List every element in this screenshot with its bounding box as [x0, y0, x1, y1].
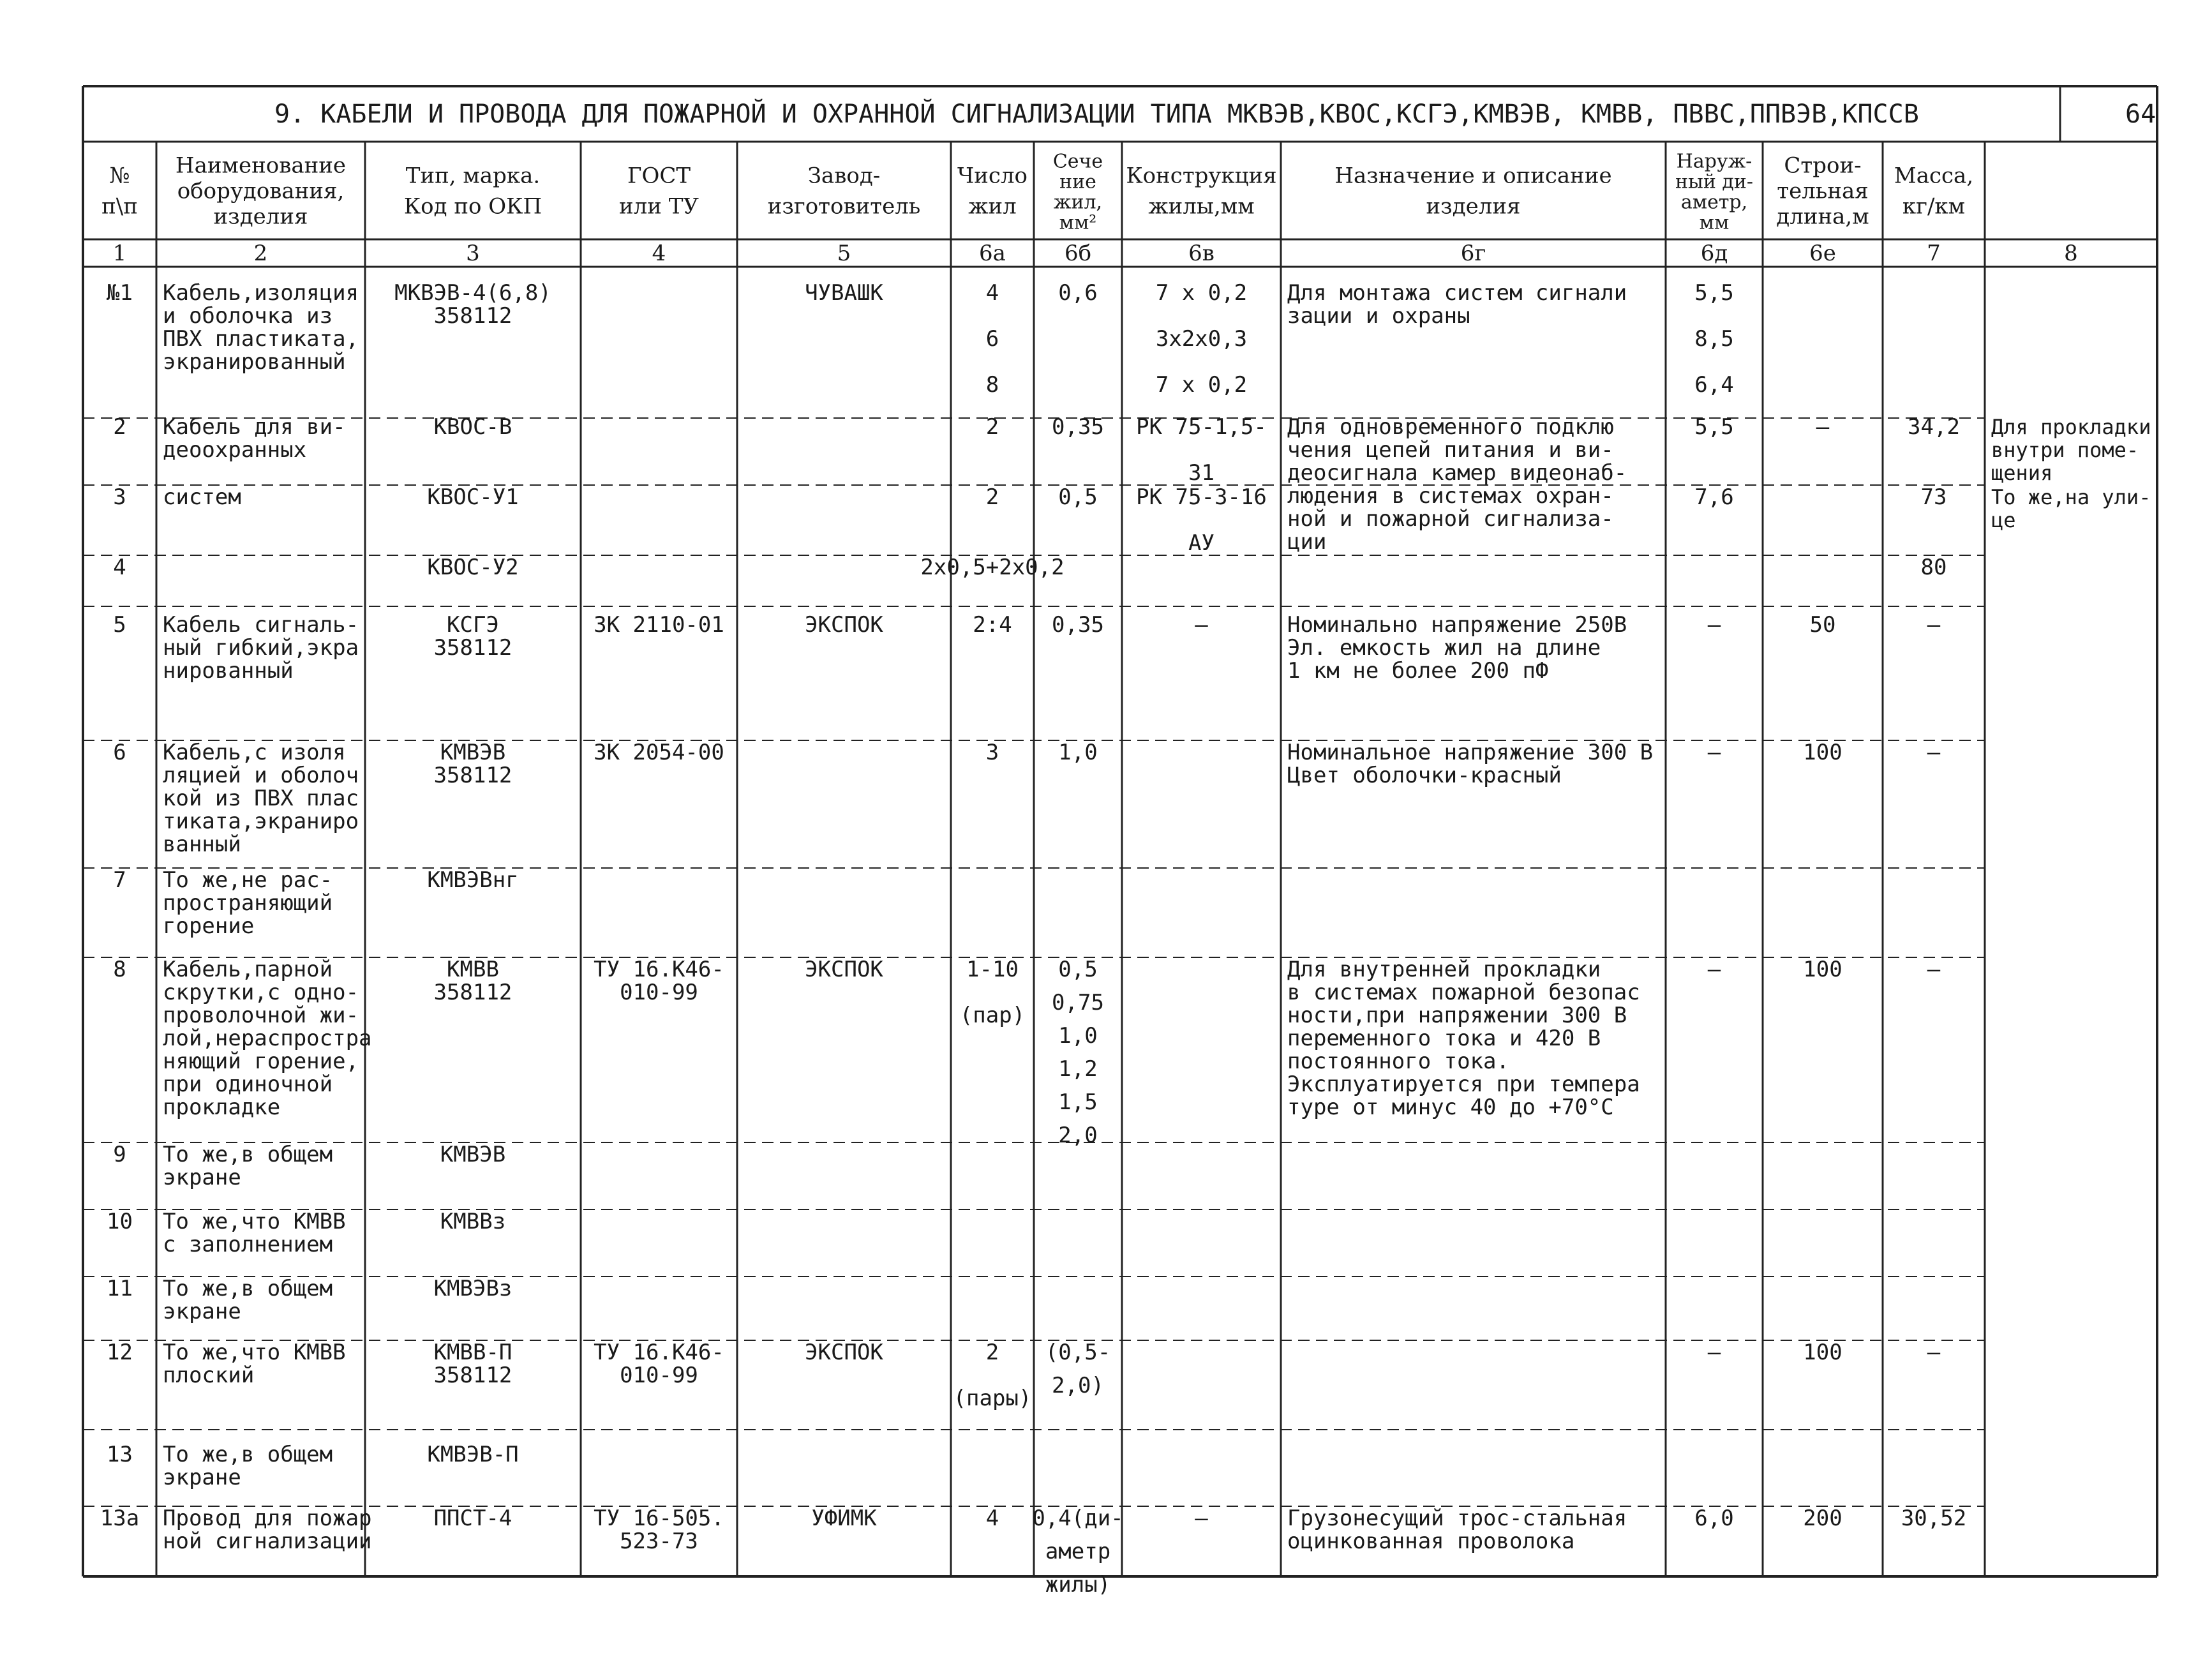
cell-section: аметр — [1045, 1539, 1111, 1564]
cell-name: деоохранных — [163, 437, 307, 463]
cell-purpose: переменного тока и 420 В — [1287, 1026, 1601, 1051]
cell-purpose: Грузонесущий трос-стальная — [1287, 1506, 1627, 1531]
column-number: 6д — [1700, 241, 1728, 266]
header-cell-text: ние — [1059, 170, 1096, 193]
header-cell-text: Строи- — [1784, 153, 1862, 179]
cell-gost: ТУ 16.К46- — [594, 1340, 724, 1365]
cell-num: 8 — [113, 957, 126, 982]
cell-cores: 3 — [985, 740, 999, 765]
cell-num: 13а — [100, 1506, 140, 1531]
column-number: 6в — [1188, 241, 1214, 266]
cell-name: проволочной жи- — [163, 1003, 359, 1028]
cell-section: 1,0 — [1058, 740, 1098, 765]
cell-name: при одиночной — [163, 1072, 333, 1097]
cell-name: плоский — [163, 1363, 255, 1388]
cell-construction: — — [1195, 612, 1208, 638]
cell-construction: РК 75-3-16 — [1136, 484, 1267, 510]
cell-name: То же,что КМВВ — [163, 1209, 346, 1234]
cell-num: 2 — [113, 414, 126, 440]
cell-section: жилы) — [1045, 1572, 1111, 1597]
cell-gost: ЗК 2054-00 — [594, 740, 724, 765]
cell-num: 5 — [113, 612, 126, 638]
cell-purpose: чения цепей питания и ви- — [1287, 437, 1614, 463]
cell-name: То же,в общем — [163, 1442, 333, 1467]
cell-length: 100 — [1803, 740, 1842, 765]
cell-section: 0,5 — [1058, 957, 1098, 982]
cell-name: экране — [163, 1299, 241, 1324]
cell-name: кой из ПВХ плас — [163, 786, 359, 811]
cell-note: внутри поме- — [1991, 438, 2139, 462]
cell-type: КМВЭВ — [440, 1142, 506, 1167]
header-cell-text: ГОСТ — [627, 163, 691, 189]
cell-type: КМВЭВ-П — [427, 1442, 519, 1467]
header-cell-text: Наименование — [175, 153, 347, 179]
header-cell-text: жилы,мм — [1148, 193, 1255, 220]
column-number: 8 — [2064, 241, 2078, 266]
cell-type: КМВВ — [447, 957, 499, 982]
cell-maker: ЧУВАШК — [805, 280, 883, 306]
cell-maker: ЭКСПОК — [805, 612, 883, 638]
cell-name: Кабель сигналь- — [163, 612, 359, 638]
cell-name: и оболочка из — [163, 303, 333, 329]
cell-purpose: постоянного тока. — [1287, 1049, 1509, 1074]
cell-num: 6 — [113, 740, 126, 765]
cell-num: №1 — [107, 280, 133, 306]
cell-purpose: Номинальное напряжение 300 В — [1287, 740, 1654, 765]
header-cell-text: изделия — [213, 204, 308, 230]
cell-diameter: – — [1707, 612, 1721, 638]
cell-construction: РК 75-1,5- — [1136, 414, 1267, 440]
cell-mass: – — [1927, 612, 1941, 638]
cell-note: це — [1991, 508, 2016, 532]
column-number: 1 — [112, 241, 127, 266]
cell-purpose: ности,при напряжении 300 В — [1287, 1003, 1627, 1028]
header-cell-text: изделия — [1426, 193, 1521, 220]
cell-cores: 2 — [985, 414, 999, 440]
header-cell-text: Код по ОКП — [403, 193, 542, 220]
cell-section: 0,35 — [1052, 612, 1104, 638]
cell-gost: ТУ 16.К46- — [594, 957, 724, 982]
cell-name: Провод для пожар — [163, 1506, 372, 1531]
cell-section: 0,5 — [1058, 484, 1098, 510]
cell-name: ванный — [163, 832, 241, 857]
header-cell-text: тельная — [1777, 178, 1869, 204]
cell-mass: – — [1927, 740, 1941, 765]
cell-purpose: оцинкованная проволока — [1287, 1529, 1575, 1554]
cell-cores: 1-10 — [966, 957, 1019, 982]
cell-name: нированный — [163, 658, 294, 684]
column-number: 6а — [979, 241, 1006, 266]
header-cell-text: п\п — [101, 193, 138, 220]
cell-type: КСГЭ — [447, 612, 499, 638]
cell-note: щения — [1991, 461, 2053, 485]
cell-num: 7 — [113, 867, 126, 893]
cell-mass: – — [1927, 957, 1941, 982]
cell-purpose: туре от минус 40 до +70°С — [1287, 1095, 1614, 1120]
cell-name: экране — [163, 1165, 241, 1190]
cell-name: ляцией и оболоч — [163, 763, 359, 788]
cell-type: КМВВ-П — [433, 1340, 512, 1365]
column-number: 7 — [1927, 241, 1941, 266]
cell-cores: 2 — [985, 484, 999, 510]
cell-num: 13 — [107, 1442, 133, 1467]
cell-name: с заполнением — [163, 1232, 333, 1257]
cell-name: систем — [163, 484, 241, 510]
cell-section: 1,5 — [1058, 1089, 1098, 1115]
page-number: 64 — [2125, 100, 2156, 129]
cell-note: Для прокладки — [1991, 415, 2151, 439]
header-cell-text: Завод- — [807, 163, 881, 189]
cell-gost: 010-99 — [620, 1363, 698, 1388]
cell-type: КМВВз — [440, 1209, 506, 1234]
cell-type: 358112 — [433, 980, 512, 1005]
cell-mass: 73 — [1920, 484, 1947, 510]
cell-section: 0,35 — [1052, 414, 1104, 440]
cell-purpose: ной и пожарной сигнализа- — [1287, 506, 1614, 532]
cell-construction: – — [1195, 1506, 1208, 1531]
cell-name: ной сигнализации — [163, 1529, 372, 1554]
page-title: 9. КАБЕЛИ И ПРОВОДА ДЛЯ ПОЖАРНОЙ И ОХРАННОЙ СИГНАЛИЗАЦИИ ТИПА МКВЭВ,КВОС,КСГЭ,КМВЭВ, КМВВ, ПВВС,ППВЭВ,КПССВ — [274, 100, 1919, 129]
cell-name: няющий горение, — [163, 1049, 359, 1074]
cell-construction: 7 х 0,2 — [1155, 280, 1248, 306]
cell-length: 100 — [1803, 1340, 1842, 1365]
cell-gost: ЗК 2110-01 — [594, 612, 724, 638]
cell-section: (0,5- — [1045, 1340, 1111, 1365]
cell-name: Кабель,изоляция — [163, 280, 359, 306]
cell-gost: ТУ 16-505. — [594, 1506, 724, 1531]
cell-purpose: 1 км не более 200 пФ — [1287, 658, 1549, 684]
header-cell-text: Назначение и описание — [1334, 163, 1612, 189]
cell-section: 1,2 — [1058, 1056, 1098, 1082]
cell-diameter: 6,0 — [1694, 1506, 1734, 1531]
column-number: 3 — [466, 241, 480, 266]
cell-cores: 6 — [985, 326, 999, 352]
header-cell-text: Конструкция — [1126, 163, 1277, 189]
cell-type: КМВЭВз — [433, 1276, 512, 1301]
cell-maker: УФИМК — [811, 1506, 877, 1531]
cell-type: КВОС-У2 — [427, 555, 519, 580]
cell-name: скрутки,с одно- — [163, 980, 359, 1005]
cell-diameter: 5,5 — [1694, 414, 1734, 440]
header-cell-text: Число — [957, 163, 1028, 189]
cell-name: пространяющий — [163, 890, 333, 916]
cell-length: 50 — [1809, 612, 1836, 638]
cell-length: – — [1816, 414, 1830, 440]
cell-num: 11 — [107, 1276, 133, 1301]
cell-name: ный гибкий,экра — [163, 635, 359, 661]
cell-type: КМВЭВ — [440, 740, 506, 765]
cell-name: То же,не рас- — [163, 867, 333, 893]
cell-purpose: Эксплуатируется при темпера — [1287, 1072, 1640, 1097]
cell-purpose: Для внутренней прокладки — [1287, 957, 1601, 982]
cell-num: 10 — [107, 1209, 133, 1234]
cell-name: Кабель,с изоля — [163, 740, 346, 765]
cell-diameter: 6,4 — [1694, 372, 1734, 398]
cell-type: ППСТ-4 — [433, 1506, 512, 1531]
column-number: 6е — [1809, 241, 1836, 266]
column-number: 4 — [652, 241, 666, 266]
cell-section: 2,0 — [1058, 1123, 1098, 1148]
header-cell-text: оборудования, — [177, 178, 345, 204]
header-cell-text: изготовитель — [767, 193, 921, 220]
cell-purpose: людения в системах охран- — [1287, 483, 1614, 509]
cell-mass: 80 — [1920, 555, 1947, 580]
cell-name: экранированный — [163, 349, 346, 375]
cell-purpose: ции — [1287, 529, 1327, 555]
cell-name: прокладке — [163, 1095, 281, 1120]
cell-mass: – — [1927, 1340, 1941, 1365]
cell-purpose: Для монтажа систем сигнали — [1287, 280, 1627, 306]
cell-type: 358112 — [433, 635, 512, 661]
cell-name: ПВХ пластиката, — [163, 326, 359, 352]
cell-type: 358112 — [433, 303, 512, 329]
cell-name: То же,в общем — [163, 1142, 333, 1167]
cell-cores: 4 — [985, 280, 999, 306]
cell-diameter: – — [1707, 740, 1721, 765]
header-cell-text: Масса, — [1894, 163, 1974, 189]
cell-name: тиката,экраниро — [163, 809, 359, 834]
cell-purpose: Эл. емкость жил на длине — [1287, 635, 1601, 661]
cell-diameter: – — [1707, 957, 1721, 982]
header-cell-text: ный ди- — [1675, 170, 1754, 193]
header-cell-text: жил — [968, 193, 1017, 220]
cell-cores: 2х0,5+2х0,2 — [920, 555, 1065, 580]
header-cell-text: мм² — [1059, 211, 1097, 234]
cell-gost: 523-73 — [620, 1529, 698, 1554]
cell-cores: (пары) — [953, 1386, 1032, 1411]
header-cell-text: аметр, — [1680, 191, 1748, 214]
cell-section: 0,6 — [1058, 280, 1098, 306]
cell-cores: 8 — [985, 372, 999, 398]
cell-purpose: в системах пожарной безопас — [1287, 980, 1640, 1005]
cell-name: лой,нераспростра — [163, 1026, 372, 1051]
cell-maker: ЭКСПОК — [805, 957, 883, 982]
cell-diameter: 5,5 — [1694, 280, 1734, 306]
cell-name: горение — [163, 913, 255, 939]
cell-type: 358112 — [433, 763, 512, 788]
cell-section: 0,4(ди- — [1032, 1506, 1124, 1531]
header-cell-text: Тип, марка. — [405, 163, 541, 189]
cell-num: 9 — [113, 1142, 126, 1167]
cell-name: экране — [163, 1465, 241, 1490]
header-cell-text: кг/км — [1902, 193, 1966, 220]
cell-length: 100 — [1803, 957, 1842, 982]
cell-section: 1,0 — [1058, 1023, 1098, 1049]
cell-type: 358112 — [433, 1363, 512, 1388]
cell-diameter: 8,5 — [1694, 326, 1734, 352]
cell-cores: 4 — [985, 1506, 999, 1531]
header-cell-text: Наруж- — [1676, 150, 1752, 173]
column-number: 6г — [1460, 241, 1486, 266]
title-bar — [274, 98, 2156, 129]
cell-type: КВОС-У1 — [427, 484, 519, 510]
cell-type: КМВЭВнг — [427, 867, 519, 893]
cell-maker: ЭКСПОК — [805, 1340, 883, 1365]
cell-name: То же,в общем — [163, 1276, 333, 1301]
cell-length: 200 — [1803, 1506, 1842, 1531]
cell-type: МКВЭВ-4(6,8) — [394, 280, 551, 306]
cell-num: 12 — [107, 1340, 133, 1365]
header-cell-text: жил, — [1053, 191, 1103, 214]
header-cell-text: или ТУ — [619, 193, 699, 220]
cell-cores: (пар) — [959, 1003, 1026, 1028]
header-cell-text: длина,м — [1776, 204, 1869, 230]
cell-construction: 3х2х0,3 — [1155, 326, 1248, 352]
cell-name: Кабель для ви- — [163, 414, 346, 440]
cell-num: 4 — [113, 555, 126, 580]
cell-cores: 2:4 — [973, 612, 1012, 638]
cell-purpose: Номинально напряжение 250В — [1287, 612, 1627, 638]
cell-diameter: – — [1707, 1340, 1721, 1365]
cell-purpose: Цвет оболочки-красный — [1287, 763, 1562, 788]
column-number: 6б — [1064, 241, 1092, 266]
cell-mass: 30,52 — [1901, 1506, 1967, 1531]
cell-purpose: Для одновременного подклю — [1287, 414, 1614, 440]
header-cell-text: № — [109, 163, 130, 189]
cell-name: Кабель,парной — [163, 957, 333, 982]
cell-note: То же,на ули- — [1991, 485, 2151, 509]
cell-diameter: 7,6 — [1694, 484, 1734, 510]
cell-section: 2,0) — [1052, 1373, 1104, 1398]
column-number: 5 — [837, 241, 851, 266]
cell-construction: 31 — [1188, 460, 1214, 486]
cell-cores: 2 — [985, 1340, 999, 1365]
cell-construction: 7 х 0,2 — [1155, 372, 1248, 398]
cell-num: 3 — [113, 484, 126, 510]
cell-section: 0,75 — [1052, 990, 1104, 1015]
column-number: 2 — [253, 241, 268, 266]
cell-purpose: деосигнала камер видеонаб- — [1287, 460, 1627, 486]
cell-gost: 010-99 — [620, 980, 698, 1005]
cell-mass: 34,2 — [1908, 414, 1960, 440]
cell-type: КВОС-В — [433, 414, 512, 440]
cell-construction: АУ — [1188, 530, 1214, 556]
cell-purpose: зации и охраны — [1287, 303, 1470, 329]
header-cell-text: мм — [1699, 211, 1730, 234]
header-cell-text: Сече — [1052, 150, 1103, 173]
cell-name: То же,что КМВВ — [163, 1340, 346, 1365]
